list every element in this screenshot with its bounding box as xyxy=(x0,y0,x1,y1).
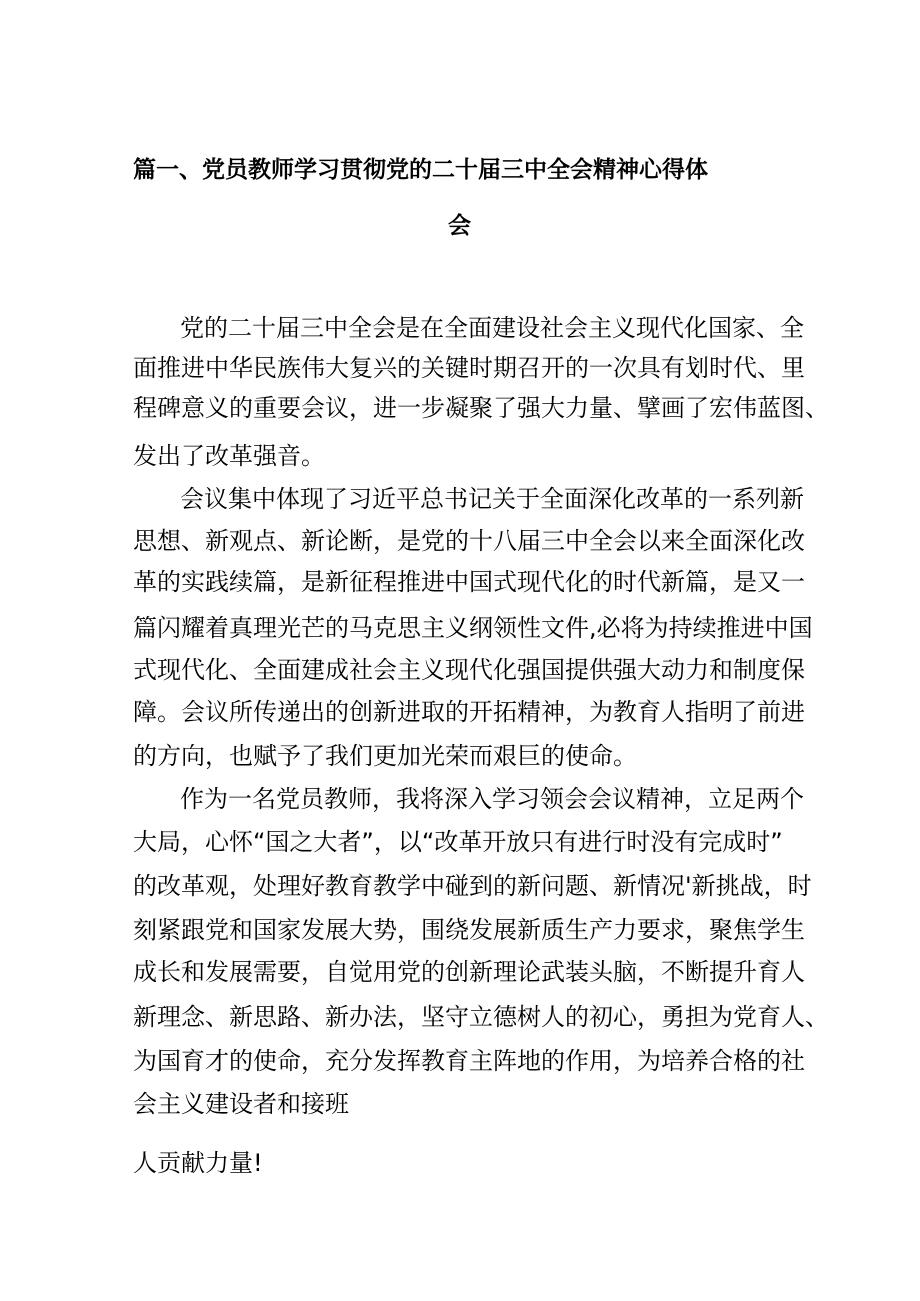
paragraph-1-line: 程碑意义的重要会议，进一步凝聚了强大力量、擘画了宏伟蓝图、 xyxy=(133,394,829,422)
paragraph-2-line: 的方向，也赋予了我们更加光荣而艰巨的使命。 xyxy=(133,742,637,770)
paragraph-3-line: 新理念、新思路、新办法，坚守立德树人的初心，勇担为党育人、 xyxy=(133,1003,829,1031)
paragraph-3-line: 刻紧跟党和国家发展大势，围绕发展新质生产力要求，聚焦学生 xyxy=(133,916,805,944)
paragraph-2-line: 革的实践续篇，是新征程推进中国式现代化的时代新篇，是又一 xyxy=(133,568,805,596)
paragraph-3-line: 的改革观，处理好教育教学中碰到的新问题、新情况'新挑战，时 xyxy=(133,872,812,900)
paragraph-2-line: 式现代化、全面建成社会主义现代化强国提供强大动力和制度保 xyxy=(133,656,805,684)
paragraph-2-line: 思想、新观点、新论断，是党的十八届三中全会以来全面深化改 xyxy=(133,527,805,555)
paragraph-3-line: 大局，心怀“国之大者”，以“改革开放只有进行时没有完成时” xyxy=(133,828,783,856)
paragraph-2-line: 篇闪耀着真理光芒的马克思主义纲领性文件,必将为持续推进中国 xyxy=(133,614,813,642)
paragraph-1-line: 发出了改革强音。 xyxy=(133,442,325,470)
paragraph-3-line: 会主义建设者和接班 xyxy=(133,1090,349,1118)
paragraph-3-line: 作为一名党员教师，我将深入学习领会会议精神，立足两个 xyxy=(180,785,804,813)
paragraph-2-line: 会议集中体现了习近平总书记关于全面深化改革的一系列新 xyxy=(180,485,804,513)
paragraph-1-line: 党的二十届三中全会是在全面建设社会主义现代化国家、全 xyxy=(180,314,804,342)
paragraph-1-line: 面推进中华民族伟大复兴的关键时期召开的一次具有划时代、里 xyxy=(133,354,805,382)
document-title-continuation: 会 xyxy=(448,213,471,239)
paragraph-2-line: 障。会议所传递出的创新进取的开拓精神，为教育人指明了前进 xyxy=(133,698,805,726)
paragraph-4-line: 人贡献力量! xyxy=(133,1149,263,1177)
paragraph-3-line: 为国育才的使命，充分发挥教育主阵地的作用，为培养合格的社 xyxy=(133,1047,805,1075)
paragraph-3-line: 成长和发展需要，自觉用党的创新理论武装头脑，不断提升育人 xyxy=(133,958,805,986)
document-title: 篇一、党员教师学习贯彻党的二十届三中全会精神心得体 xyxy=(133,157,708,183)
